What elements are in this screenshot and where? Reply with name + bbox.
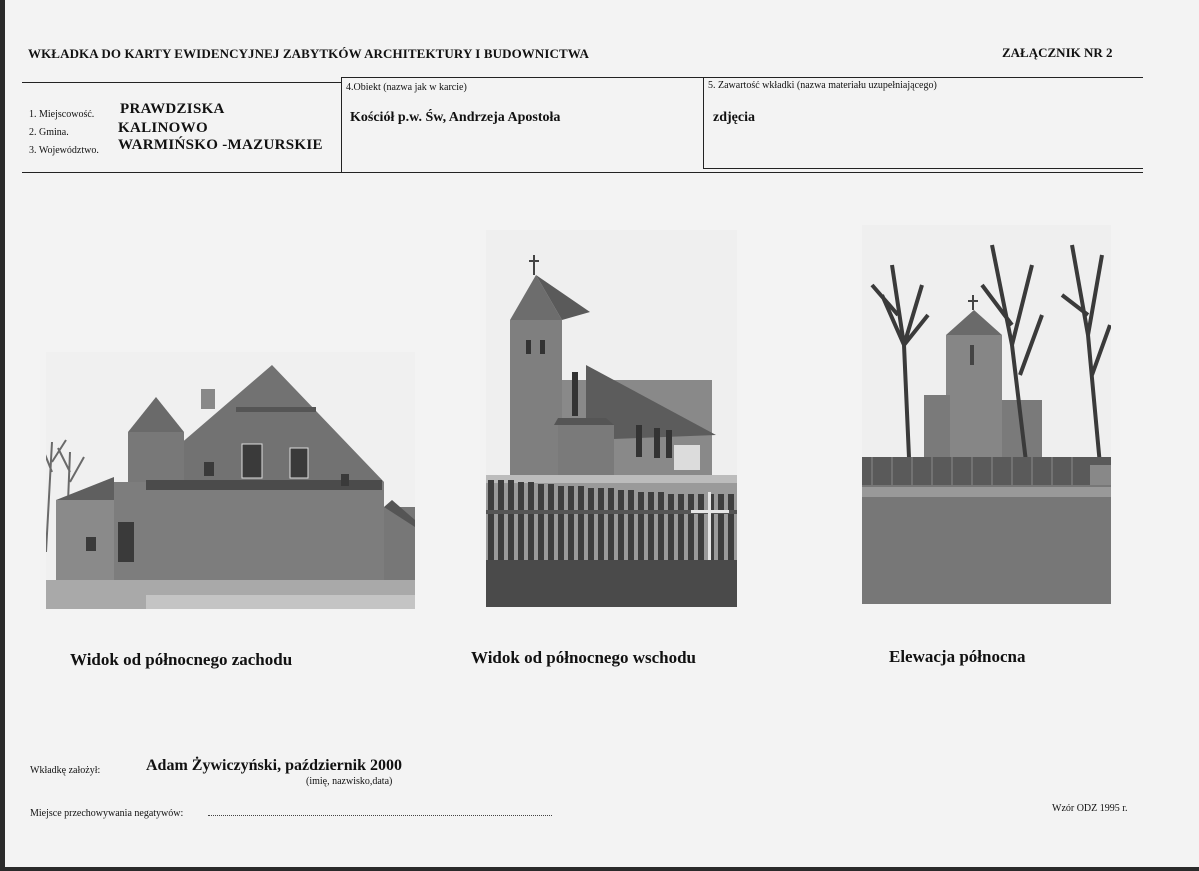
caption-photo-3: Elewacja północna bbox=[889, 647, 1026, 666]
table-inner-line bbox=[703, 168, 1143, 169]
table-top-line-right bbox=[341, 77, 1143, 78]
commune-value: KALINOWO bbox=[118, 120, 208, 136]
commune-label: 2. Gmina. bbox=[29, 127, 69, 138]
scan-edge-left bbox=[0, 0, 5, 871]
table-divider-1 bbox=[341, 77, 342, 173]
contents-value: zdjęcia bbox=[713, 110, 755, 125]
place-label: 1. Miejscowość. bbox=[29, 109, 95, 120]
photo-northeast-view bbox=[486, 230, 737, 607]
table-top-line-left bbox=[22, 82, 341, 83]
caption-photo-1: Widok od północnego zachodu bbox=[70, 650, 293, 669]
scan-edge-bottom bbox=[0, 867, 1199, 871]
photo-northwest-view bbox=[46, 352, 415, 609]
place-value: PRAWDZISKA bbox=[120, 101, 225, 117]
caption-photo-2: Widok od północnego wschodu bbox=[471, 648, 697, 667]
annex-number: ZAŁĄCZNIK NR 2 bbox=[1002, 45, 1113, 60]
negatives-location-blank-line bbox=[208, 814, 552, 816]
object-value: Kościół p.w. Św, Andrzeja Apostoła bbox=[350, 110, 561, 125]
object-label: 4.Obiekt (nazwa jak w karcie) bbox=[346, 82, 467, 93]
table-divider-2 bbox=[703, 77, 704, 169]
negatives-location-label: Miejsce przechowywania negatywów: bbox=[30, 808, 184, 819]
voivodeship-label: 3. Województwo. bbox=[29, 145, 99, 156]
created-by-hint: (imię, nazwisko,data) bbox=[306, 776, 393, 787]
voivodeship-value: WARMIŃSKO -MAZURSKIE bbox=[118, 137, 323, 153]
template-note: Wzór ODZ 1995 r. bbox=[1052, 803, 1128, 814]
table-bottom-line bbox=[22, 172, 1143, 173]
created-by-label: Wkładkę założył: bbox=[30, 765, 101, 776]
contents-label: 5. Zawartość wkładki (nazwa materiału uzupełniającego) bbox=[708, 80, 937, 91]
photo-north-elevation bbox=[862, 225, 1111, 604]
created-by-value: Adam Żywiczyński, październik 2000 bbox=[146, 757, 403, 774]
document-title: WKŁADKA DO KARTY EWIDENCYJNEJ ZABYTKÓW ARCHITEKTURY I BUDOWNICTWA bbox=[28, 46, 589, 61]
